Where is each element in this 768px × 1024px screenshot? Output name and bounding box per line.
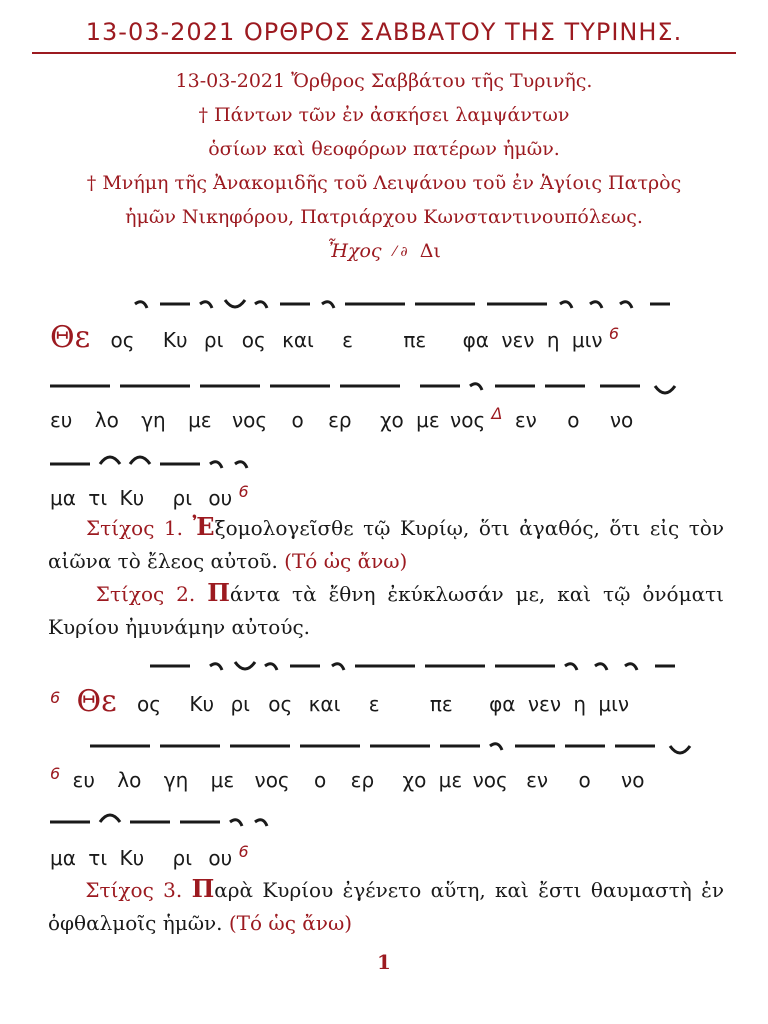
syllable: με [438, 767, 463, 792]
intro-feast-line-2: ὁσίων καὶ θεοφόρων πατέρων ἡμῶν. [208, 138, 560, 160]
byzantine-neumes-icon [40, 732, 730, 762]
martyria-sign: 6 [238, 482, 249, 501]
byzantine-neumes-icon [40, 372, 730, 402]
neume-row [40, 372, 730, 402]
verse-2 [48, 576, 724, 644]
byzantine-neumes-icon [40, 650, 730, 680]
syllable: λο [117, 767, 142, 792]
syllable: γη [163, 767, 189, 792]
syllable: Κυ [189, 692, 215, 716]
syllable: φα [489, 692, 516, 716]
verse-text: άντα τὰ ἔθνη ἐκύκλωσάν με, καὶ τῷ ὀνόματι Κυρίου ἠμυνάμην αὐτούς. [48, 582, 725, 639]
syllable: μα [50, 845, 76, 870]
syllable: και [282, 328, 314, 352]
syllable: νος [472, 767, 508, 792]
syllable: νο [609, 407, 634, 432]
hymn-lyric-row [50, 320, 730, 355]
syllable: ος [137, 692, 162, 716]
neume-row [40, 650, 730, 680]
verse-text: αρὰ Κυρίου ἐγένετο αὕτη, καὶ ἔστι θαυμαστὴ ἐν ὀφθαλμοῖς ἡμῶν. [48, 878, 724, 935]
syllable: ος [241, 328, 266, 352]
page-title: 13-03-2021 ΟΡΘΡΟΣ ΣΑΒΒΑΤΟΥ ΤΗΣ ΤΥΡΙΝΗΣ. [85, 18, 683, 46]
syllable: ρι [172, 485, 192, 510]
syllable: ευ [50, 407, 73, 432]
neume-row [40, 288, 730, 318]
syllable: Κυ [162, 328, 188, 352]
verse-capital: Π [207, 578, 230, 607]
syllable: νος [231, 407, 268, 432]
hymn-lyric-row [50, 482, 730, 510]
syllable: νεν [501, 328, 535, 352]
echos-sign-icon: ⁄ ∂ [393, 244, 408, 260]
hymn-lyric-row [50, 842, 730, 870]
echos-label: Ἦχος [327, 240, 382, 262]
syllable: με [416, 407, 440, 432]
verse-label: Στίχος 1. [86, 516, 184, 540]
byzantine-neumes-icon [40, 808, 730, 838]
syllable: Κυ [119, 485, 145, 510]
page-number: 1 [377, 950, 391, 974]
martyria-sign: 6 [50, 764, 61, 783]
verse-1 [48, 510, 724, 578]
martyria-sign: 6 [608, 324, 620, 344]
syllable: εν [526, 767, 549, 792]
syllable: ρι [230, 692, 250, 716]
syllable: νεν [527, 692, 562, 716]
martyria-sign: Δ [491, 404, 503, 423]
syllable: μιν [571, 328, 603, 352]
syllable: με [210, 767, 235, 792]
syllable: ου [208, 845, 233, 870]
syllable: η [573, 692, 587, 716]
echos-note: Δι [419, 240, 441, 262]
martyria-sign: 6 [50, 688, 61, 708]
intro-memory-line-2: ἡμῶν Νικηφόρου, Πατριάρχου Κωνσταντινουπόλεως. [125, 206, 643, 228]
syllable: εν [514, 407, 537, 432]
verse-reference: (Τό ὡς ἄνω) [228, 911, 353, 935]
syllable: τι [88, 485, 108, 510]
syllable: Κυ [119, 845, 145, 870]
syllable: μα [50, 485, 76, 510]
verse-3 [48, 872, 724, 940]
byzantine-neumes-icon [40, 450, 730, 480]
syllable: και [308, 692, 341, 716]
syllable: με [188, 407, 212, 432]
verse-capital: Π [191, 874, 215, 903]
syllable: πε [429, 692, 453, 716]
syllable: γη [141, 407, 166, 432]
hymn-lyric-row [50, 684, 730, 719]
hymn-initial: Θε [50, 320, 91, 355]
syllable: ος [268, 692, 293, 716]
neume-row [40, 450, 730, 480]
syllable: λο [94, 407, 119, 432]
hymn-initial: Θε [76, 684, 117, 719]
syllable: ευ [72, 767, 95, 792]
syllable: η [546, 328, 560, 352]
syllable: χο [402, 767, 427, 792]
syllable: ος [110, 328, 135, 352]
syllable: ε [368, 692, 380, 716]
martyria-sign: 6 [238, 842, 249, 861]
syllable: ρι [172, 845, 192, 870]
syllable: χο [379, 407, 404, 432]
syllable: ο [291, 407, 304, 432]
verse-label: Στίχος 2. [95, 582, 196, 606]
syllable: ο [578, 767, 591, 792]
syllable: ε [342, 328, 353, 352]
syllable: ερ [328, 407, 352, 432]
syllable: νος [450, 407, 486, 432]
neume-row [40, 732, 730, 762]
syllable: τι [88, 845, 108, 870]
intro-block [40, 64, 728, 269]
intro-memory-line-1: † Μνήμη τῆς Ἀνακομιδῆς τοῦ Λειψάνου τοῦ ἐν Ἁγίοις Πατρὸς [86, 172, 682, 194]
header-divider [32, 52, 736, 54]
verse-label: Στίχος 3. [85, 878, 183, 902]
hymn-lyric-row [50, 404, 730, 432]
syllable: πε [403, 328, 427, 352]
syllable: νος [254, 767, 290, 792]
verse-reference: (Τό ὡς ἄνω) [284, 549, 408, 573]
syllable: μιν [598, 692, 630, 716]
echos-line [40, 234, 728, 269]
verse-capital: Ἐ [192, 512, 215, 541]
intro-date-line: 13-03-2021 Ὄρθρος Σαββάτου τῆς Τυρινῆς. [175, 70, 593, 92]
syllable: ρι [203, 328, 224, 352]
syllable: νο [621, 767, 645, 792]
byzantine-neumes-icon [40, 288, 730, 318]
syllable: ου [208, 485, 233, 510]
syllable: ο [567, 407, 580, 432]
neume-row [40, 808, 730, 838]
intro-feast-line-1: † Πάντων τῶν ἐν ἀσκήσει λαμψάντων [198, 104, 570, 126]
hymn-lyric-row [50, 764, 730, 792]
verse-text: ξομολογεῖσθε τῷ Κυρίῳ, ὅτι ἀγαθός, ὅτι εἰς τὸν αἰῶνα τὸ ἔλεος αὐτοῦ. [48, 516, 725, 573]
syllable: ο [314, 767, 327, 792]
syllable: ερ [350, 767, 375, 792]
syllable: φα [462, 328, 489, 352]
